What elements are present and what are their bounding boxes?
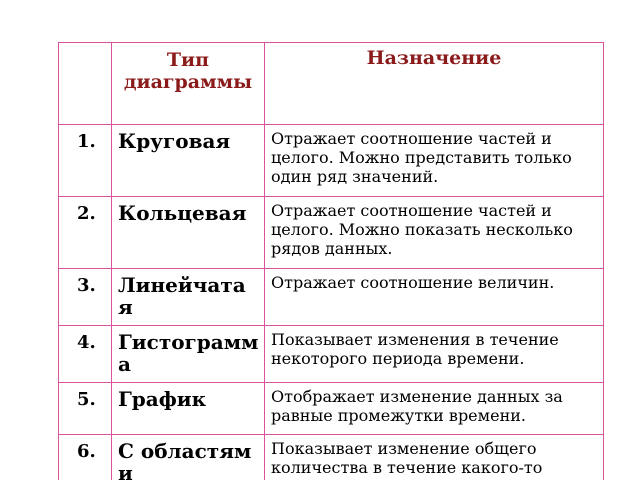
row-number: 5. (59, 383, 112, 435)
table-header-row (59, 43, 604, 125)
diagram-types-table (58, 42, 604, 480)
row-type: Гистограмма (112, 326, 265, 383)
table-row (59, 125, 604, 197)
row-purpose: Отражает соотношение частей и целого. Можно показать несколько рядов данных. (265, 197, 604, 269)
header-purpose-cell: Назначение (265, 43, 604, 125)
row-type: График (112, 383, 265, 435)
header-number-cell (59, 43, 112, 125)
diagram-types-table-container (58, 42, 603, 480)
header-type-cell: Тип диаграммы (112, 43, 265, 125)
table-row (59, 269, 604, 326)
table-row (59, 197, 604, 269)
row-type: Линейчатая (112, 269, 265, 326)
row-purpose: Отображает изменение данных за равные промежутки времени. (265, 383, 604, 435)
row-type: С областями (112, 435, 265, 480)
row-number: 2. (59, 197, 112, 269)
row-type: Круговая (112, 125, 265, 197)
row-number: 4. (59, 326, 112, 383)
row-purpose: Показывает изменение общего количества в течение какого-то (265, 435, 604, 480)
table-row (59, 435, 604, 480)
row-purpose: Отражает соотношение частей и целого. Можно представить только один ряд значений. (265, 125, 604, 197)
row-purpose: Отражает соотношение величин. (265, 269, 604, 326)
table-row (59, 326, 604, 383)
row-number: 1. (59, 125, 112, 197)
row-number: 3. (59, 269, 112, 326)
row-purpose: Показывает изменения в течение некоторого периода времени. (265, 326, 604, 383)
row-type: Кольцевая (112, 197, 265, 269)
row-number: 6. (59, 435, 112, 480)
table-row (59, 383, 604, 435)
